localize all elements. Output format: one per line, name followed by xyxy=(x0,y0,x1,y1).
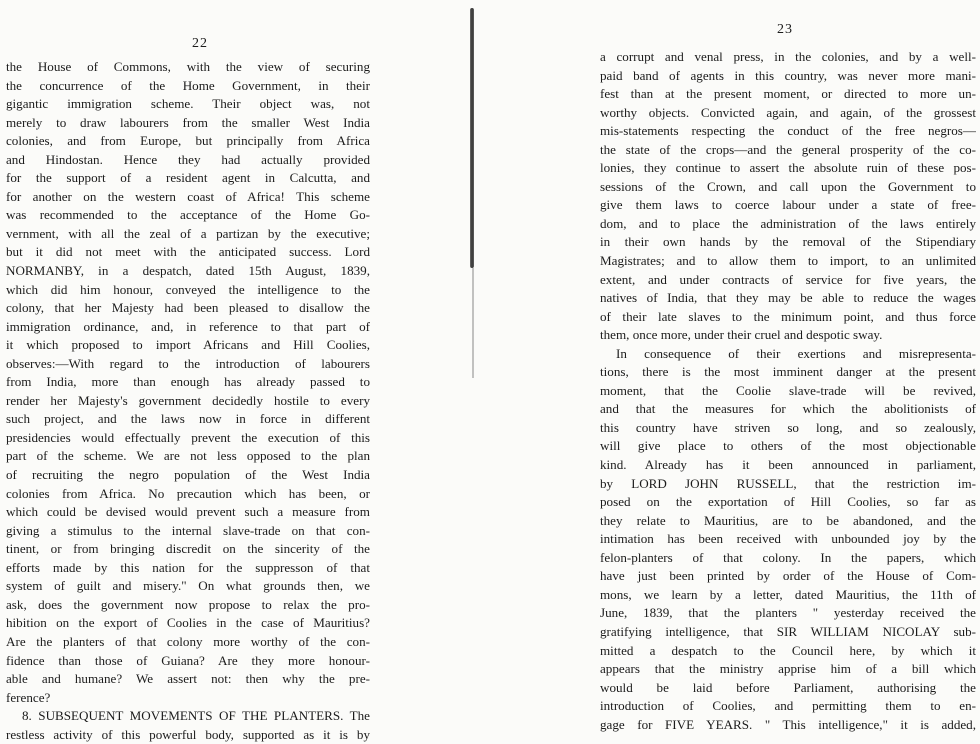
book-gutter-shadow xyxy=(470,8,474,268)
text-line: gratifying intelligence, that SIR WILLIAM NICOLAY sub- xyxy=(600,623,976,639)
text-line: kind. Already has it been announced in parliament, xyxy=(600,457,976,473)
text-line: of their late slaves to the minimum point, and thus force xyxy=(600,308,976,324)
text-line: mons, we learn by a letter, dated Mauritius, the 11th of xyxy=(600,586,976,602)
text-line: Magistrates; and to allow them to import, to an unlimited xyxy=(600,253,976,269)
text-line: mis-statements respecting the conduct of the free negros— xyxy=(600,123,976,139)
text-line: it which proposed to import Africans and Hill Coolies, xyxy=(6,337,370,353)
text-line: of recruiting the negro population of the West India xyxy=(6,467,370,483)
text-line: system of guilt and misery." On what grounds then, we xyxy=(6,578,370,594)
text-line: worthy objects. Convicted again, and again, of the grossest xyxy=(600,104,976,120)
text-line: appears that the ministry apprise him of a bill which xyxy=(600,661,976,677)
text-line: in their own hands by the removal of the Stipendiary xyxy=(600,234,976,250)
text-line: paid band of agents in this country, was never more mani- xyxy=(600,67,976,83)
text-line: NORMANBY, in a despatch, dated 15th August, 1839, xyxy=(6,263,370,279)
text-line: from India, more than enough has already passed to xyxy=(6,374,370,390)
text-line: and Hindostan. Hence they had actually provided xyxy=(6,151,370,167)
page-number-right: 23 xyxy=(777,22,793,37)
text-line: by LORD JOHN RUSSELL, that the restriction im- xyxy=(600,475,976,491)
text-line: ference? xyxy=(6,689,51,705)
text-line: colony, that her Majesty had been pleased to disallow the xyxy=(6,300,370,316)
text-line: and that the measures for which the abolitionists of xyxy=(600,401,976,417)
text-line: restless activity of this powerful body, supported as it is by xyxy=(6,726,370,742)
text-line: giving a stimulus to the internal slave-trade on that con- xyxy=(6,522,370,538)
text-line: tions, there is the most imminent danger at the present xyxy=(600,364,976,380)
text-line: merely to draw labourers from the smaller West India xyxy=(6,114,370,130)
text-line: would be laid before Parliament, authorising the xyxy=(600,679,976,695)
text-line: have just been printed by order of the House of Com- xyxy=(600,568,976,584)
text-line: ask, does the government now propose to relax the pro- xyxy=(6,596,370,612)
text-line: Are the planters of that colony more worthy of the con- xyxy=(6,633,370,649)
text-line: lonies, they continue to assert the absolute ruin of these pos- xyxy=(600,160,976,176)
text-line: hibition on the export of Coolies in the case of Mauritius? xyxy=(6,615,370,631)
text-line: them, once more, under their cruel and despotic sway. xyxy=(600,327,883,343)
text-line: they relate to Mauritius, are to be abandoned, and the xyxy=(600,512,976,528)
text-line: extent, and under contracts of service for five years, the xyxy=(600,271,976,287)
book-gutter-fold xyxy=(472,268,474,378)
text-line: was recommended to the acceptance of the Home Go- xyxy=(6,207,370,223)
text-line: but it did not meet with the anticipated success. Lord xyxy=(6,244,370,260)
text-line: able and humane? We assert not: then why the pre- xyxy=(6,671,370,687)
text-line: natives of India, that they may be able to reduce the wages xyxy=(600,290,976,306)
text-line: fidence than those of Guiana? Are they more honour- xyxy=(6,652,370,668)
text-line: June, 1839, that the planters " yesterday received the xyxy=(600,605,976,621)
text-line: moment, that the Coolie slave-trade will be revived, xyxy=(600,382,976,398)
text-line: vernment, with all the zeal of a partizan by the executive; xyxy=(6,225,370,241)
text-line: colonies from Africa. No precaution which has been, or xyxy=(6,485,370,501)
text-line: efforts made by this nation for the suppresson of that xyxy=(6,559,370,575)
text-line: mitted a despatch to the Council here, by which it xyxy=(600,642,976,658)
text-line: dom, and to place the administration of the laws entirely xyxy=(600,215,976,231)
text-line: for another on the western coast of Africa! This scheme xyxy=(6,188,370,204)
text-line: render her Majesty's government decidedly hostile to every xyxy=(6,392,370,408)
text-line: In consequence of their exertions and misrepresenta- xyxy=(616,345,976,361)
text-line: a corrupt and venal press, in the colonies, and by a well- xyxy=(600,49,976,64)
text-line: intimation has been received with unbounded joy by the xyxy=(600,531,976,547)
text-line: the state of the crops—and the general prosperity of the co- xyxy=(600,141,976,157)
left-page-text xyxy=(6,58,370,744)
text-line: this country have striven so long, and so zealously, xyxy=(600,419,976,435)
text-line: will give place to others of the most objectionable xyxy=(600,438,976,454)
text-line: give them laws to coerce labour under a state of free- xyxy=(600,197,976,213)
text-line: which could be devised would prevent such a measure from xyxy=(6,504,370,520)
text-line: felon-planters of that colony. In the papers, which xyxy=(600,549,976,565)
section-heading-line: 8. SUBSEQUENT MOVEMENTS OF THE PLANTERS. The xyxy=(22,708,370,724)
text-line: gage for FIVE YEARS. " This intelligence," it is added, xyxy=(600,716,976,732)
text-line: fest than at the present moment, or directed to more un- xyxy=(600,86,976,102)
text-line: posed on the exportation of Hill Coolies, so far as xyxy=(600,494,976,510)
page-number-left: 22 xyxy=(192,36,208,51)
text-line: part of the scheme. We are not less opposed to the plan xyxy=(6,448,370,464)
text-line: gigantic immigration scheme. Their object was, not xyxy=(6,96,370,112)
text-line: presidencies would effectually prevent the execution of this xyxy=(6,429,370,445)
text-line: introduction of Coolies, and permitting them to en- xyxy=(600,698,976,714)
text-line: the concurrence of the Home Government, in their xyxy=(6,77,370,93)
right-page-text xyxy=(600,48,976,734)
text-line: observes:—With regard to the introduction of labourers xyxy=(6,355,370,371)
text-line: sessions of the Crown, and call upon the Government to xyxy=(600,178,976,194)
text-line: colonies, and from Europe, but principally from Africa xyxy=(6,133,370,149)
text-line: for the support of a resident agent in Calcutta, and xyxy=(6,170,370,186)
text-line: which did him honour, conveyed the intelligence to the xyxy=(6,281,370,297)
left-page xyxy=(0,0,400,742)
text-line: the House of Commons, with the view of securing xyxy=(6,59,370,74)
text-line: immigration ordinance, and, in reference to that part of xyxy=(6,318,370,334)
right-page xyxy=(590,0,980,732)
text-line: tinent, or from bringing discredit on the sincerity of the xyxy=(6,541,370,557)
text-line: such project, and the laws now in force in different xyxy=(6,411,370,427)
